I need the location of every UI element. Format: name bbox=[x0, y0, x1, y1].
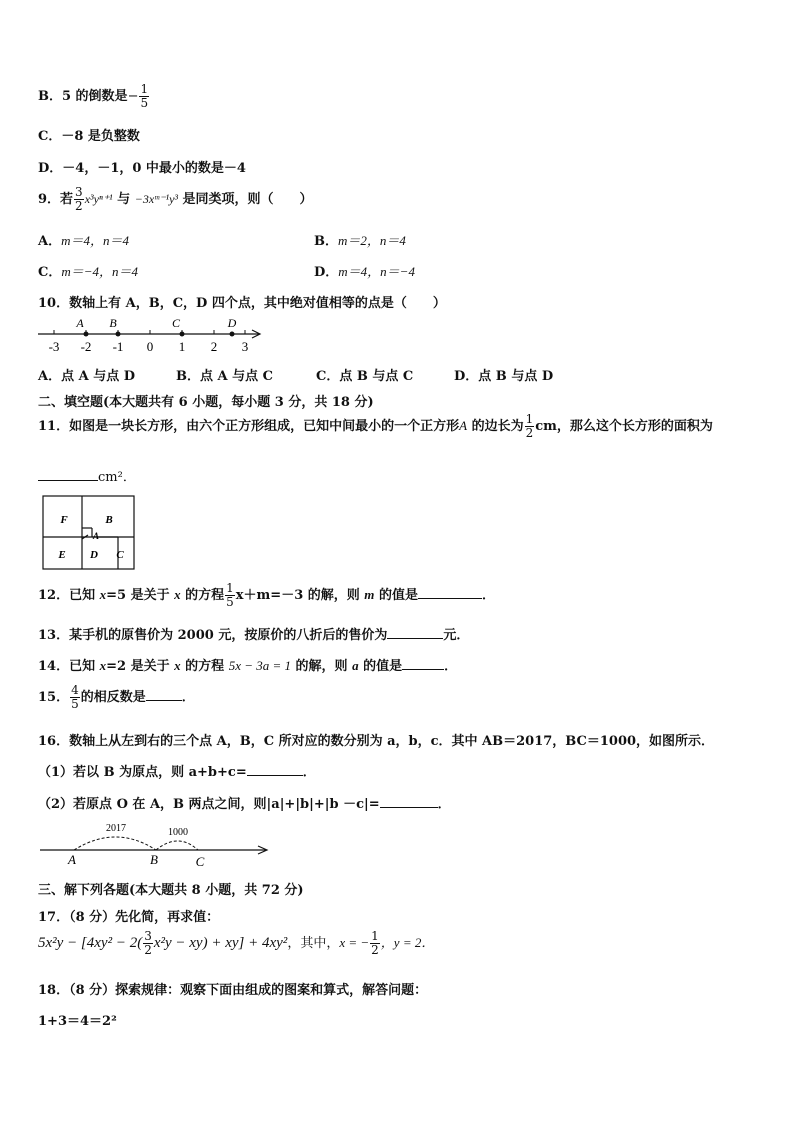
point-label: A bbox=[68, 852, 76, 867]
q10-option-d: D．点 B 与点 D bbox=[454, 369, 554, 384]
segment-label-ab: 2017 bbox=[106, 823, 126, 834]
q10-option-c: C．点 B 与点 C bbox=[316, 369, 414, 384]
arc-ab bbox=[74, 837, 156, 850]
square-label: E bbox=[58, 549, 66, 561]
section-3-heading: 三、解下列各题(本大题共 8 小题，共 72 分) bbox=[38, 883, 304, 898]
section-2-heading: 二、填空题(本大题共有 6 小题，每小题 3 分，共 18 分) bbox=[38, 395, 374, 410]
tick-label: 1 bbox=[178, 339, 186, 354]
q9-option-c: C．m＝−4，n＝4 bbox=[38, 264, 139, 280]
q8-option-d: D．－4，－1，0 中最小的数是－4 bbox=[38, 161, 246, 176]
tick-label: -1 bbox=[112, 339, 124, 354]
answer-blank bbox=[247, 775, 303, 776]
q11-answer-line: cm²． bbox=[38, 466, 136, 485]
q10-option-b: B．点 A 与点 C bbox=[176, 369, 273, 384]
answer-blank bbox=[38, 480, 98, 481]
q9-option-d: D．m＝4，n＝−4 bbox=[314, 264, 415, 280]
square-label: C bbox=[116, 549, 124, 561]
q9-stem: 9．若 $\frac{3}{2}$ x³yⁿ⁺¹ 与 −3xᵐ⁻¹y³ 是同类项，则（ ） bbox=[38, 185, 313, 213]
q18-stem: 18．（8 分）探索规律：观察下面由组成的图案和算式，解答问题： bbox=[38, 983, 428, 998]
tick-label: -2 bbox=[80, 339, 92, 354]
q8-option-b: B．5 的倒数是− $\frac{1}{5}$ bbox=[38, 82, 149, 110]
arc-bc bbox=[156, 841, 198, 850]
q16-stem: 16．数轴上从左到右的三个点 A，B，C 所对应的数分别为 a，b，c．其中 AB＝2017，BC＝1000，如图所示． bbox=[38, 734, 715, 749]
q18-formula: 1+3＝4＝2² bbox=[38, 1014, 117, 1029]
point-label: A bbox=[76, 316, 84, 330]
answer-blank bbox=[387, 638, 443, 639]
q13-stem: 13．某手机的原售价为 2000 元，按原价的八折后的售价为 元． bbox=[38, 628, 470, 643]
point-label: B bbox=[150, 852, 158, 867]
q11-rectangle-figure bbox=[42, 495, 136, 571]
q16-part-1: （1）若以 B 为原点，则 a+b+c= ． bbox=[38, 765, 316, 780]
point-label: D bbox=[227, 316, 237, 330]
square-label: B bbox=[105, 514, 113, 526]
tick-label: 2 bbox=[210, 339, 218, 354]
q17-expression: 5x²y − [4xy² − 2( $\frac{3}{2}$ x²y − xy) + xy] + 4xy²，其中，x = − $\frac{1}{2}$ ，y = 2． bbox=[38, 929, 435, 957]
q8-option-c: C．－8 是负整数 bbox=[38, 129, 140, 144]
point-label: C bbox=[171, 316, 181, 330]
square-label: D bbox=[90, 549, 98, 561]
answer-blank bbox=[146, 700, 182, 701]
q10-number-line bbox=[34, 316, 274, 356]
point-c bbox=[180, 332, 185, 337]
point-label: C bbox=[195, 854, 205, 868]
q11-stem: 11．如图是一块长方形，由六个正方形组成，已知中间最小的一个正方形A 的边长为 $\frac{1}{2}$ cm，那么这个长方形的面积为 bbox=[38, 412, 713, 440]
tick-label: -3 bbox=[48, 339, 60, 354]
fraction: $\frac{1}{5}$ bbox=[140, 82, 149, 110]
point-label: B bbox=[109, 316, 117, 330]
square-label: F bbox=[60, 514, 68, 526]
q14-stem: 14．已知 x=2 是关于 x 的方程 5x − 3a = 1 的解，则 a 的值是 ． bbox=[38, 658, 458, 674]
tick-label: 3 bbox=[241, 339, 249, 354]
point-d bbox=[230, 332, 235, 337]
point-a bbox=[84, 332, 89, 337]
q10-option-a: A．点 A 与点 D bbox=[38, 369, 136, 384]
answer-blank bbox=[402, 669, 444, 670]
q16-part-2: （2）若原点 O 在 A，B 两点之间，则|a|+|b|+|b －c|= ． bbox=[38, 797, 451, 812]
square-label: A bbox=[92, 531, 100, 541]
segment-label-bc: 1000 bbox=[168, 827, 188, 838]
point-b bbox=[116, 332, 121, 337]
q9-option-a: A．m＝4，n＝4 bbox=[38, 233, 129, 249]
q17-stem: 17．（8 分）先化简，再求值： bbox=[38, 910, 220, 925]
q9-option-b: B．m＝2，n＝4 bbox=[314, 233, 406, 249]
q15-stem: 15． $\frac{4}{5}$ 的相反数是 ． bbox=[38, 683, 195, 711]
answer-blank bbox=[418, 598, 482, 599]
q10-stem: 10．数轴上有 A，B，C，D 四个点，其中绝对值相等的点是（ ） bbox=[38, 296, 446, 311]
q16-number-line bbox=[38, 818, 274, 868]
answer-blank bbox=[380, 807, 438, 808]
q12-stem: 12．已知 x=5 是关于 x 的方程 $\frac{1}{5}$ x＋m=－3 的解，则 m 的值是 ． bbox=[38, 581, 495, 609]
tick-label: 0 bbox=[146, 339, 154, 354]
